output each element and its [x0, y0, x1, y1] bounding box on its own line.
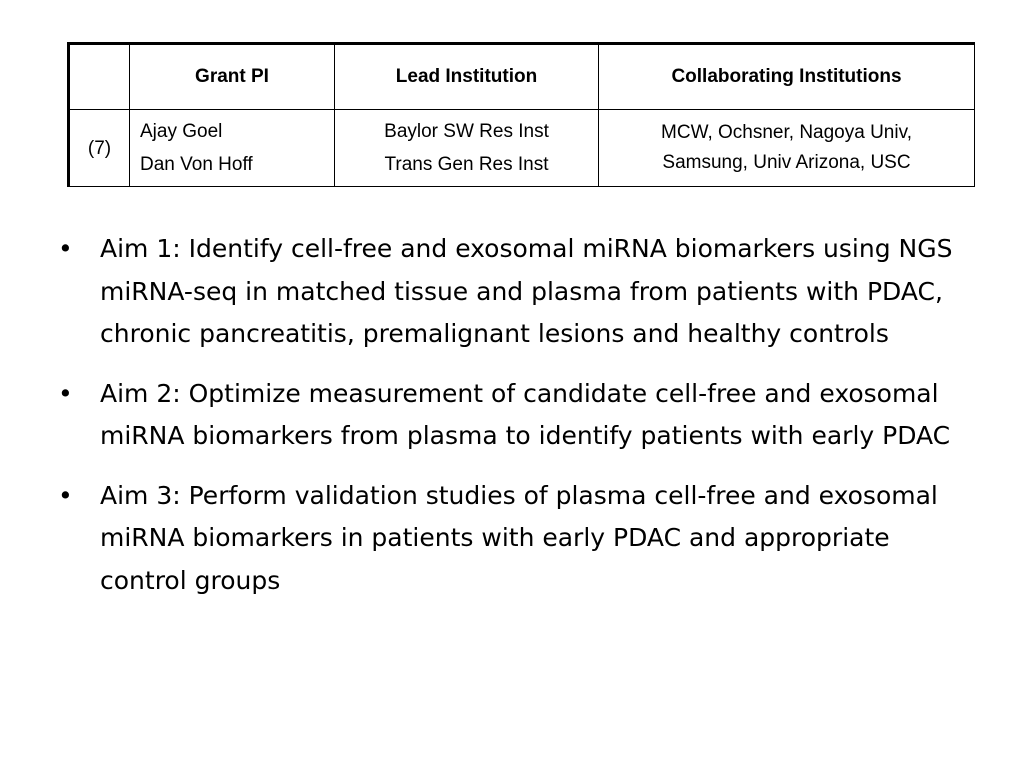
cell-lead-institution: [335, 110, 599, 187]
cell-grant-id: (7): [69, 110, 130, 187]
header-lead-institution: Lead Institution: [335, 44, 599, 110]
lead-institution-1: Baylor SW Res Inst: [384, 121, 549, 142]
grant-table: [67, 42, 975, 187]
cell-collaborating-institutions: [599, 110, 975, 187]
list-item: [58, 228, 958, 356]
pi-name-2: Dan Von Hoff: [140, 154, 253, 175]
aim-1-text: Aim 1: Identify cell-free and exosomal miRNA biomarkers using NGS miRNA-seq in matched tissue and plasma from patients with PDAC, chronic pancreatitis, premalignant lesions and healthy controls: [100, 234, 953, 348]
aims-list: [58, 228, 958, 619]
collab-line-2: Samsung, Univ Arizona, USC: [662, 152, 911, 173]
header-id: [69, 44, 130, 110]
list-item: [58, 475, 958, 603]
aim-3-text: Aim 3: Perform validation studies of plasma cell-free and exosomal miRNA biomarkers in patients with early PDAC and appropriate control groups: [100, 480, 938, 595]
aim-2-text: Aim 2: Optimize measurement of candidate cell-free and exosomal miRNA biomarkers from plasma to identify patients with early PDAC: [100, 378, 951, 450]
bullet-icon: •: [58, 234, 73, 263]
lead-institution-2: Trans Gen Res Inst: [384, 154, 549, 175]
cell-grant-pi: [130, 110, 335, 187]
collab-line-1: MCW, Ochsner, Nagoya Univ,: [661, 122, 912, 143]
table-header-row: [69, 44, 975, 110]
bullet-icon: •: [58, 480, 73, 510]
header-collaborating-institutions: Collaborating Institutions: [599, 44, 975, 110]
table-row: [69, 110, 975, 187]
list-item: [58, 373, 958, 458]
bullet-icon: •: [58, 378, 73, 408]
header-grant-pi: Grant PI: [130, 44, 335, 110]
pi-name-1: Ajay Goel: [140, 121, 223, 142]
